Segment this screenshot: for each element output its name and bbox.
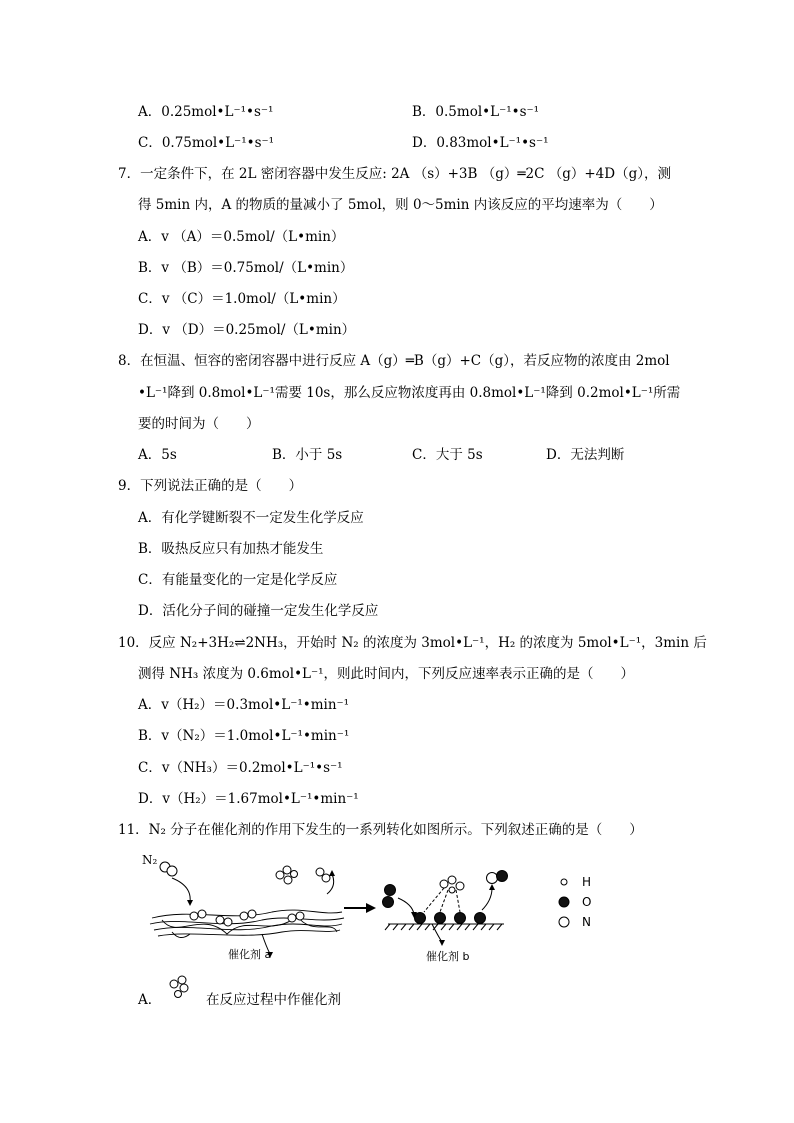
q9-option-c: C．有能量变化的一定是化学反应 bbox=[138, 572, 338, 588]
q6-option-d: D．0.83mol•L⁻¹•s⁻¹ bbox=[412, 135, 549, 151]
legend-n-icon bbox=[559, 917, 569, 927]
q9-stem: 9．下列说法正确的是（ ） bbox=[118, 478, 303, 494]
q9-option-d: D．活化分子间的碰撞一定发生化学反应 bbox=[138, 603, 379, 619]
q6-option-c: C．0.75mol•L⁻¹•s⁻¹ bbox=[138, 135, 275, 151]
q8-option-d: D．无法判断 bbox=[546, 447, 625, 463]
q7-option-d: D．v （D）＝0.25mol/（L•min） bbox=[138, 322, 356, 338]
legend-o-label: O bbox=[582, 895, 592, 909]
nh3-adsorbed-icon bbox=[440, 876, 464, 893]
q9-option-a: A．有化学键断裂不一定发生化学反应 bbox=[138, 510, 364, 526]
legend-o-icon bbox=[559, 897, 569, 907]
q8-stem-line1: 8．在恒温、恒容的密闭容器中进行反应 A（g）═B（g）+C（g），若反应物的浓度由 2mol bbox=[118, 353, 670, 369]
q10-option-b: B．v（N₂）＝1.0mol•L⁻¹•min⁻¹ bbox=[138, 728, 350, 744]
q8-stem-line2: •L⁻¹降到 0.8mol•L⁻¹需要 10s，那么反应物浓度再由 0.8mol•L⁻¹降到 0.2mol•L⁻¹所需 bbox=[138, 385, 681, 401]
q10-stem-line2: 测得 NH₃ 浓度为 0.6mol•L⁻¹，则此时间内，下列反应速率表示正确的是（ ） bbox=[138, 666, 635, 682]
n2-molecule-icon bbox=[160, 862, 177, 876]
legend-n-label: N bbox=[582, 915, 591, 929]
q7-option-b: B．v （B）＝0.75mol/（L•min） bbox=[138, 260, 354, 276]
q10-option-c: C．v（NH₃）＝0.2mol•L⁻¹•s⁻¹ bbox=[138, 760, 343, 776]
catalyst-b-label: 催化剂 b bbox=[426, 950, 470, 962]
q7-option-a: A．v （A）＝0.5mol/（L•min） bbox=[138, 229, 345, 245]
q11-stem: 11．N₂ 分子在催化剂的作用下发生的一系列转化如图所示。下列叙述正确的是（ ） bbox=[118, 822, 643, 838]
o2-molecule-icon bbox=[383, 885, 396, 908]
q8-option-a: A．5s bbox=[138, 447, 177, 463]
no-molecule-icon bbox=[487, 871, 508, 884]
q11-option-a-prefix: A． bbox=[138, 992, 162, 1008]
legend-h-label: H bbox=[582, 875, 592, 889]
q8-option-c: C．大于 5s bbox=[412, 447, 483, 463]
adsorbed-oxygen-icon bbox=[415, 913, 486, 924]
reaction-arrow-icon bbox=[344, 903, 376, 913]
molecule-group-icon bbox=[316, 868, 330, 882]
q8-stem-line3: 要的时间为（ ） bbox=[138, 416, 260, 432]
q10-stem-line1: 10．反应 N₂+3H₂⇌2NH₃，开始时 N₂ 的浓度为 3mol•L⁻¹，H₂ 的浓度为 5mol•L⁻¹，3min 后 bbox=[118, 635, 707, 651]
legend-h-icon bbox=[561, 879, 567, 885]
n2-label: N₂ bbox=[142, 853, 158, 867]
q10-option-a: A．v（H₂）＝0.3mol•L⁻¹•min⁻¹ bbox=[138, 697, 350, 713]
catalyst-a-label: 催化剂 a bbox=[228, 948, 272, 961]
q7-stem-line1: 7．一定条件下，在 2L 密闭容器中发生反应: 2A （s）+3B （g）═2C （g）+4D（g），测 bbox=[118, 166, 671, 182]
q6-option-a: A．0.25mol•L⁻¹•s⁻¹ bbox=[138, 104, 274, 120]
q7-stem-line2: 得 5min 内，A 的物质的量减小了 5mol，则 0～5min 内该反应的平均速率为（ ） bbox=[138, 197, 663, 213]
nh3-molecule-option-icon bbox=[166, 974, 196, 1004]
q7-option-c: C．v （C）＝1.0mol/（L•min） bbox=[138, 291, 346, 307]
q6-option-b: B．0.5mol•L⁻¹•s⁻¹ bbox=[412, 104, 540, 120]
q8-option-b: B．小于 5s bbox=[272, 447, 343, 463]
catalyst-reaction-diagram bbox=[132, 850, 612, 962]
legend bbox=[559, 875, 591, 929]
q10-option-d: D．v（H₂）＝1.67mol•L⁻¹•min⁻¹ bbox=[138, 791, 359, 807]
catalyst-b-surface bbox=[385, 924, 504, 930]
q9-option-b: B．吸热反应只有加热才能发生 bbox=[138, 541, 324, 557]
q11-option-a-text: 在反应过程中作催化剂 bbox=[206, 992, 341, 1008]
nh3-molecule-icon bbox=[276, 866, 298, 884]
